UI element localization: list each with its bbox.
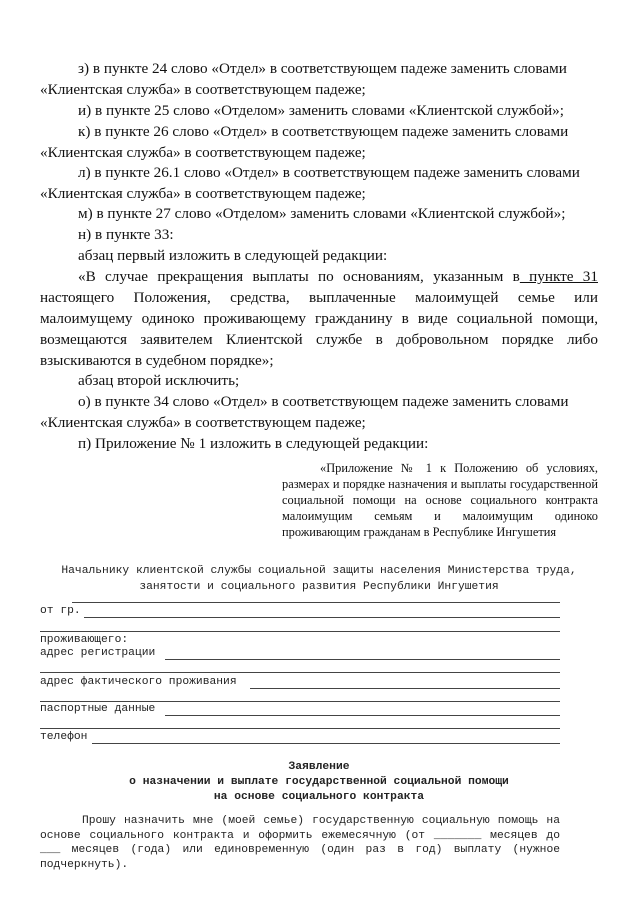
quote-text-start: «В случае прекращения выплаты по основаниям, указанным в (78, 268, 520, 285)
item-m: м) в пункте 27 слово «Отделом» заменить словами «Клиентской службой»; (78, 205, 566, 222)
reg-address-field[interactable] (165, 659, 560, 660)
title-line3: на основе социального контракта (213, 791, 425, 803)
passport-field[interactable] (165, 715, 560, 716)
application-title (40, 760, 598, 805)
item-o-line2: «Клиентская служба» в соответствующем падеже; (40, 414, 366, 431)
paragraph-one-note: абзац первый изложить в следующей редакции: (78, 247, 388, 264)
phone-field[interactable] (92, 743, 560, 744)
passport-field-line2[interactable] (40, 728, 560, 729)
from-field-line2[interactable] (40, 631, 560, 632)
actual-address-label: адрес фактического проживания (40, 676, 237, 688)
point-31-link[interactable]: пункте 31 (519, 268, 598, 285)
blank-line-top (72, 602, 560, 603)
paragraph-two-note: абзац второй исключить; (78, 372, 240, 389)
actual-address-field[interactable] (250, 688, 560, 689)
item-i: и) в пункте 25 слово «Отделом» заменить словами «Клиентской службой»; (78, 102, 564, 119)
recipient-line2: занятости и социального развития Республики Ингушетия (139, 581, 499, 593)
from-field[interactable] (84, 617, 560, 618)
title-line1: Заявление (288, 761, 350, 773)
appendix-caption: «Приложение № 1 к Положению об условиях, размерах и порядке назначения и выплаты государственной социальной помощи на основе социального контракта малоимущим семьям и малоимущим одиноко проживающим гражданам в Республике Ингушетия (282, 461, 598, 539)
recipient-line1: Начальнику клиентской службы социальной защиты населения Министерства труда, (61, 565, 577, 577)
passport-label: паспортные данные (40, 703, 156, 715)
quoted-paragraph (40, 266, 598, 371)
title-line2: о назначении и выплате государственной социальной помощи (129, 776, 509, 788)
item-l-line1: л) в пункте 26.1 слово «Отдел» в соответствующем падеже заменить словами (78, 164, 580, 181)
item-o-line1: о) в пункте 34 слово «Отдел» в соответствующем падеже заменить словами (78, 393, 569, 410)
item-z-line2: «Клиентская служба» в соответствующем падеже; (40, 81, 366, 98)
form-recipient-header (40, 563, 598, 595)
item-l-line2: «Клиентская служба» в соответствующем падеже; (40, 185, 366, 202)
item-k-line1: к) в пункте 26 слово «Отдел» в соответствующем падеже заменить словами (78, 123, 569, 140)
actual-address-field-line2[interactable] (40, 701, 560, 702)
item-n: н) в пункте 33: (78, 226, 174, 243)
item-k-line2: «Клиентская служба» в соответствующем падеже; (40, 144, 366, 161)
from-label: от гр. (40, 605, 81, 617)
item-z-line1: з) в пункте 24 слово «Отдел» в соответствующем падеже заменить словами (78, 60, 567, 77)
phone-label: телефон (40, 731, 88, 743)
reg-address-field-line2[interactable] (40, 672, 560, 673)
item-p: п) Приложение № 1 изложить в следующей редакции: (78, 435, 429, 452)
reg-address-label: адрес регистрации (40, 647, 156, 659)
residing-label: проживающего: (40, 634, 129, 646)
quote-text-rest: настоящего Положения, средства, выплаченные малоимущей семье или малоимущему одиноко проживающему гражданину в виде социальной помощи, возмещаются заявителем Клиентской службе в добровольном порядке либо взыскиваются в судебном порядке»; (40, 289, 598, 369)
application-body: Прошу назначить мне (моей семье) государственную социальную помощь на основе социального контракта и оформить ежемесячную (от _______ месяцев до ___ месяцев (года) или единовременную (один раз в год) выплату (нужное подчеркнуть). (40, 815, 560, 871)
